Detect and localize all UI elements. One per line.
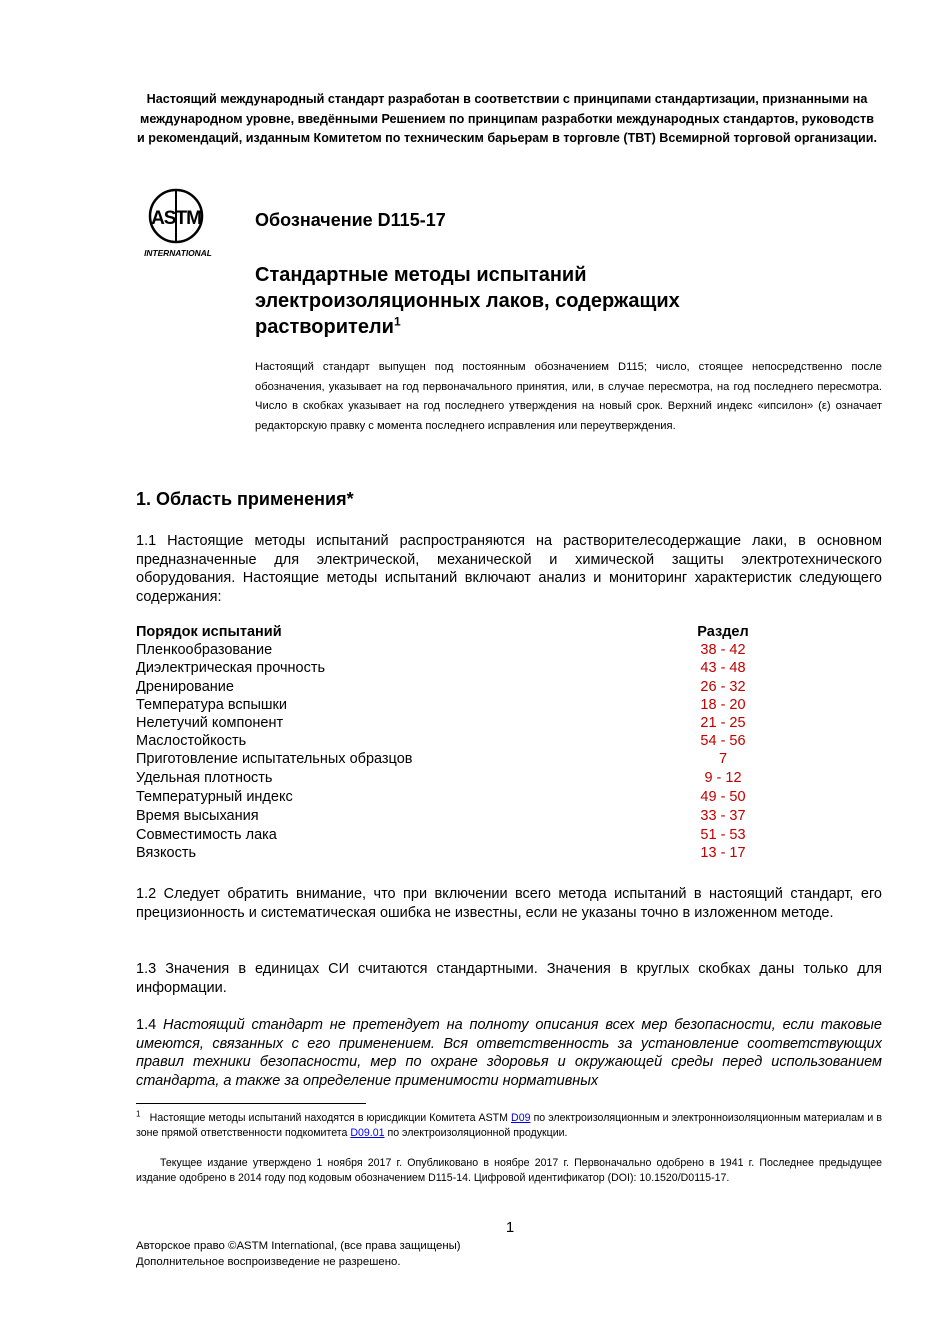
tests-table	[136, 623, 776, 862]
title-footnote-ref[interactable]: 1	[393, 314, 401, 329]
footnote-1-mark: 1	[136, 1109, 141, 1119]
document-title	[255, 262, 775, 340]
test-section-link[interactable]: 38 - 42	[700, 642, 746, 659]
tests-table-row	[136, 714, 776, 732]
test-name: Температурный индекс	[136, 788, 293, 805]
astm-logo	[136, 186, 220, 260]
standard-designation-note: Настоящий стандарт выпущен под постоянным обозначением D115; число, стоящее непосредственно после обозначения, указывает на год первоначального принятия, или, в случае пересмотра, на год последнего пересмотра. Число в скобках указывает на год последнего утверждения на новый срок. Верхний индекс «ипсилон» (ε) означает редакторскую правку с момента последнего исправления или переутверждения.	[255, 361, 882, 432]
test-name: Удельная плотность	[136, 769, 273, 786]
tests-header-name: Порядок испытаний	[136, 624, 282, 640]
paragraph-1-4-number: 1.4	[136, 1017, 157, 1033]
paragraph-1-3: 1.3 Значения в единицах СИ считаются стандартными. Значения в круглых скобках даны только для информации.	[136, 961, 882, 996]
test-section-link[interactable]: 33 - 37	[700, 808, 746, 825]
test-section-link[interactable]: 7	[718, 751, 728, 768]
logo-letters: ASTM	[151, 208, 201, 229]
section-1-heading: 1. Область применения*	[136, 489, 354, 509]
footnote-edition-info: Текущее издание утверждено 1 ноября 2017 г. Опубликовано в ноябре 2017 г. Первоначально одобрено в 1941 г. Последнее предыдущее издание одобрено в 2014 году под кодовым обозначением D115-14. Цифровой идентификатор (DOI): 10.1520/D0115-17.	[136, 1157, 882, 1184]
page-number: 1	[505, 1219, 515, 1236]
test-name: Время высыхания	[136, 808, 259, 825]
test-section-link[interactable]: 13 - 17	[700, 844, 746, 861]
tests-table-row	[136, 826, 776, 844]
paragraph-1-4-text: Настоящий стандарт не претендует на полноту описания всех мер безопасности, если таковые имеются, связанных с его применением. Вся ответственность за установление соответствующих правил техники безопасности, мер по охране здоровья и окружающей среды перед использованием стандарта, а также за определение применимости нормативных	[136, 1017, 882, 1089]
tests-header-section: Раздел	[697, 624, 749, 640]
tests-table-row	[136, 678, 776, 696]
test-name: Дренирование	[136, 678, 234, 695]
tests-table-row	[136, 750, 776, 768]
test-name: Вязкость	[136, 844, 197, 861]
test-section-link[interactable]: 43 - 48	[700, 660, 746, 677]
tests-table-row	[136, 659, 776, 677]
footnote-separator	[136, 1103, 366, 1104]
subcommittee-d09-01-link[interactable]: D09.01	[350, 1127, 385, 1139]
tests-table-row	[136, 696, 776, 714]
tests-table-row	[136, 787, 776, 808]
test-name: Совместимость лака	[136, 826, 277, 843]
designation: Обозначение D115-17	[255, 210, 446, 230]
test-section-link[interactable]: 51 - 53	[700, 826, 746, 843]
title-text: Стандартные методы испытаний электроизоляционных лаков, содержащих растворители	[255, 264, 680, 338]
tests-table-row	[136, 641, 776, 659]
copyright-line-1: Авторское право ©ASTM International, (все права защищены)	[136, 1240, 461, 1252]
test-name: Пленкообразование	[136, 642, 273, 659]
test-name: Диэлектрическая прочность	[136, 660, 326, 677]
test-section-link[interactable]: 18 - 20	[700, 696, 746, 713]
committee-d09-link[interactable]: D09	[511, 1112, 531, 1124]
test-section-link[interactable]: 21 - 25	[700, 714, 746, 731]
tests-table-row	[136, 732, 776, 750]
test-name: Нелетучий компонент	[136, 714, 284, 731]
paragraph-1-1: 1.1 Настоящие методы испытаний распространяются на растворителесодержащие лаки, в основном предназначенные для электрической, механической и химической защиты электротехнического оборудования. Настоящие методы испытаний включают анализ и мониторинг характеристик следующего содержания:	[136, 533, 882, 605]
logo-caption: INTERNATIONAL	[144, 248, 212, 258]
tests-table-row	[136, 769, 776, 787]
footnote-1-text-a: Настоящие методы испытаний находятся в юрисдикции Комитета ASTM	[149, 1112, 508, 1124]
international-standard-notice: Настоящий международный стандарт разработан в соответствии с принципами стандартизации, признанными на международном уровне, введёнными Решением по принципам разработки международных стандартов, руководств и рекомендаций, изданным Комитетом по техническим барьерам в торговле (ТВТ) Всемирной торговой организации.	[137, 92, 877, 145]
copyright-notice	[136, 1239, 461, 1270]
test-name: Приготовление испытательных образцов	[136, 751, 413, 768]
tests-table-row	[136, 844, 776, 862]
copyright-line-2: Дополнительное воспроизведение не разрешено.	[136, 1255, 401, 1268]
test-name: Маслостойкость	[136, 733, 247, 750]
footnote-1-text-b: по электроизоляционным и электронноизоляционным материалам и в зоне прямой ответственности подкомитета	[136, 1112, 882, 1139]
footnote-1-text-c: по электроизоляционной продукции.	[387, 1127, 568, 1139]
paragraph-1-4	[136, 1016, 882, 1090]
paragraph-1-2: 1.2 Следует обратить внимание, что при включении всего метода испытаний в настоящий стандарт, его прецизионность и систематическая ошибка не известны, если не указаны точно в изложенном методе.	[136, 886, 882, 921]
test-section-link[interactable]: 9 - 12	[704, 769, 742, 786]
test-name: Температура вспышки	[136, 696, 287, 713]
tests-table-row	[136, 807, 776, 825]
tests-table-header	[136, 623, 776, 641]
footnote-1	[136, 1111, 882, 1141]
test-section-link[interactable]: 49 - 50	[700, 788, 746, 805]
test-section-link[interactable]: 54 - 56	[700, 733, 746, 750]
test-section-link[interactable]: 26 - 32	[700, 678, 746, 695]
